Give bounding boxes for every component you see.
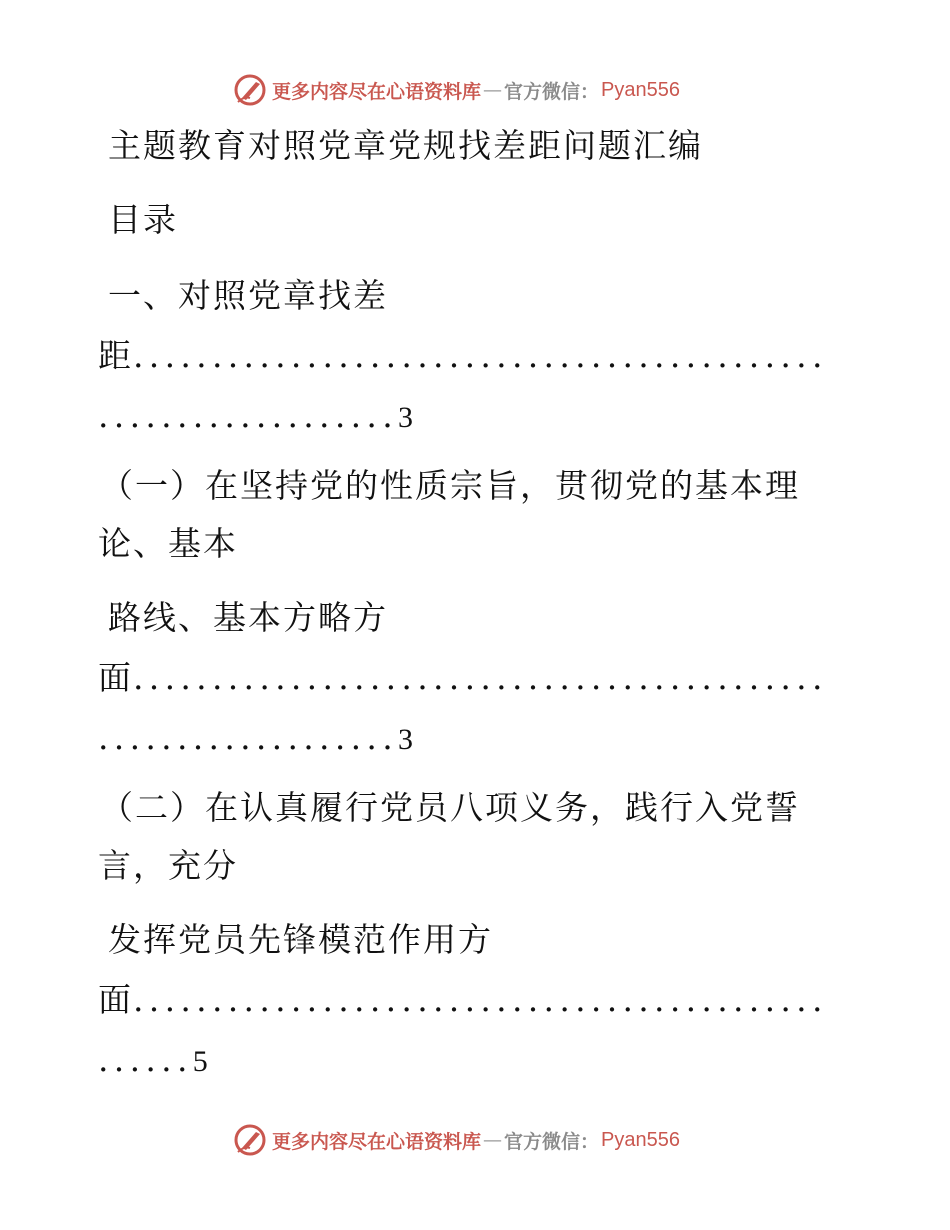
- footer-banner: [0, 1118, 950, 1162]
- banner-brand-text: 更多内容尽在心语资料库: [272, 1130, 482, 1153]
- toc-item-1-line1: 一、对照党章找差: [108, 276, 388, 315]
- toc-leader-dots: ............................................: [133, 658, 828, 697]
- toc-item-1-page: 3: [398, 401, 414, 434]
- toc-leader-dots: ...................: [98, 718, 399, 757]
- brand-logo-icon: [232, 72, 268, 108]
- brand-logo-icon: [232, 1122, 268, 1158]
- banner-content: [232, 1118, 680, 1162]
- toc-item-1-text-end: 距: [98, 336, 133, 375]
- header-banner: [0, 68, 950, 112]
- toc-heading: 目录: [108, 200, 178, 239]
- toc-item-2-text-end: 面: [98, 658, 133, 697]
- toc-item-3-line4: [98, 980, 828, 1020]
- toc-item-2-line1: （一）在坚持党的性质宗旨，贯彻党的基本理: [100, 466, 800, 505]
- banner-brand-text: 更多内容尽在心语资料库: [272, 80, 482, 103]
- toc-item-3-line1: （二）在认真履行党员八项义务，践行入党誓: [100, 788, 800, 827]
- toc-item-2-line4: [98, 658, 828, 698]
- toc-leader-dots: ...................: [98, 396, 399, 435]
- toc-item-3-line5: [98, 1040, 208, 1082]
- document-title: 主题教育对照党章党规找差距问题汇编: [108, 126, 703, 165]
- toc-item-1-line3: [98, 396, 413, 438]
- toc-item-3-text-end: 面: [98, 980, 133, 1019]
- toc-item-2-line2: 论、基本: [98, 524, 238, 563]
- banner-dash: —: [483, 1129, 503, 1151]
- toc-item-3-page: 5: [192, 1045, 208, 1078]
- toc-leader-dots: ............................................: [133, 980, 828, 1019]
- toc-item-2-page: 3: [398, 723, 414, 756]
- toc-leader-dots: ............................................: [133, 336, 828, 375]
- banner-wechat-id: Pyan556: [601, 1128, 680, 1151]
- toc-item-3-line2: 言，充分: [98, 846, 238, 885]
- banner-dash: —: [483, 79, 503, 101]
- banner-label: 官方微信：: [504, 80, 600, 103]
- banner-wechat-id: Pyan556: [601, 78, 680, 101]
- toc-item-1-line2: [98, 336, 828, 376]
- toc-item-3-line3: 发挥党员先锋模范作用方: [108, 920, 493, 959]
- banner-content: [232, 68, 680, 112]
- banner-label: 官方微信：: [504, 1130, 600, 1153]
- toc-item-2-line5: [98, 718, 413, 760]
- toc-leader-dots: ......: [98, 1040, 193, 1079]
- toc-item-2-line3: 路线、基本方略方: [108, 598, 388, 637]
